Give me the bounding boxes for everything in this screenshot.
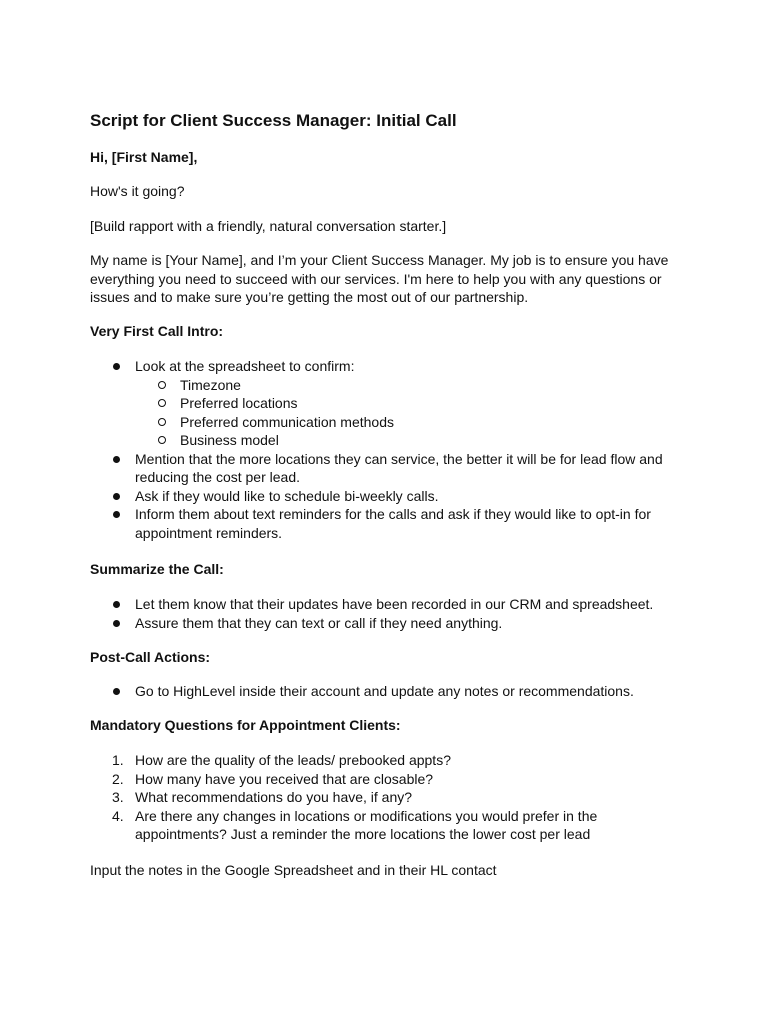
list-item — [90, 682, 670, 701]
list-item-text: How are the quality of the leads/ prebooked appts? — [135, 752, 451, 768]
bullet-icon — [113, 601, 120, 608]
first-call-list — [90, 357, 670, 542]
list-item-text: Inform them about text reminders for the calls and ask if they would like to opt-in for appointment reminders. — [135, 506, 651, 541]
list-item — [90, 614, 670, 633]
post-call-list — [90, 682, 670, 701]
sub-list-item — [90, 413, 670, 432]
list-number: 2. — [112, 770, 124, 787]
hollow-bullet-icon — [158, 399, 166, 407]
intro-paragraph: My name is [Your Name], and I’m your Client Success Manager. My job is to ensure you have everything you need to succeed with our services. I'm here to help you with any questions or issues and to make sure you’re getting the most out of our partnership. — [90, 252, 669, 305]
mandatory-questions-list — [90, 751, 670, 844]
list-item — [90, 487, 670, 506]
list-item-text: How many have you received that are closable? — [135, 770, 434, 787]
post-call-heading: Post-Call Actions: — [90, 649, 211, 665]
hollow-bullet-icon — [158, 418, 166, 426]
rapport-note: [Build rapport with a friendly, natural conversation starter.] — [90, 218, 447, 234]
sub-list-item — [90, 431, 670, 450]
list-item-text: Let them know that their updates have been recorded in our CRM and spreadsheet. — [135, 596, 654, 612]
list-item — [90, 807, 670, 844]
sub-list-item-text: Business model — [180, 432, 279, 448]
list-item — [90, 770, 670, 789]
confirm-sublist — [135, 376, 670, 450]
bullet-icon — [113, 511, 120, 518]
bullet-icon — [113, 620, 120, 627]
list-item-text: Mention that the more locations they can service, the better it will be for lead flow and reducing the cost per lead. — [135, 450, 663, 485]
list-item — [90, 450, 670, 487]
list-item-text: Go to HighLevel inside their account and update any notes or recommendations. — [135, 683, 634, 699]
sub-list-item-text: Preferred communication methods — [180, 413, 394, 430]
list-item — [90, 505, 670, 542]
summarize-heading: Summarize the Call: — [90, 561, 224, 577]
first-call-heading: Very First Call Intro: — [90, 323, 224, 339]
bullet-icon — [113, 456, 120, 463]
bullet-icon — [113, 688, 120, 695]
list-item — [90, 788, 670, 807]
document-title: Script for Client Success Manager: Initial Call — [90, 111, 457, 130]
closing-note: Input the notes in the Google Spreadsheet and in their HL contact — [90, 862, 497, 878]
mandatory-questions-heading: Mandatory Questions for Appointment Clients: — [90, 717, 401, 733]
sub-list-item-text: Timezone — [180, 376, 241, 393]
list-item-text: What recommendations do you have, if any? — [135, 789, 413, 805]
hollow-bullet-icon — [158, 436, 166, 444]
list-number: 1. — [112, 752, 124, 768]
list-number: 3. — [112, 789, 124, 805]
list-item-text: Ask if they would like to schedule bi-weekly calls. — [135, 487, 439, 504]
bullet-icon — [113, 493, 120, 500]
list-number: 4. — [112, 807, 124, 824]
list-item — [90, 595, 670, 614]
sub-list-item — [90, 394, 670, 413]
sub-list-item-text: Preferred locations — [180, 395, 298, 411]
hows-it-going-line: How's it going? — [90, 183, 185, 199]
summarize-list — [90, 595, 670, 632]
hollow-bullet-icon — [158, 381, 166, 389]
list-item-text: Are there any changes in locations or modifications you would prefer in the appointments? Just a reminder the more locations the lower cost per lead — [135, 807, 598, 842]
list-item-text: Assure them that they can text or call if they need anything. — [135, 614, 503, 631]
greeting: Hi, [First Name], — [90, 149, 198, 165]
list-item-text: Look at the spreadsheet to confirm: — [135, 358, 355, 374]
list-item — [90, 751, 670, 770]
bullet-icon — [113, 363, 120, 370]
list-item — [90, 357, 670, 450]
sub-list-item — [90, 376, 670, 395]
